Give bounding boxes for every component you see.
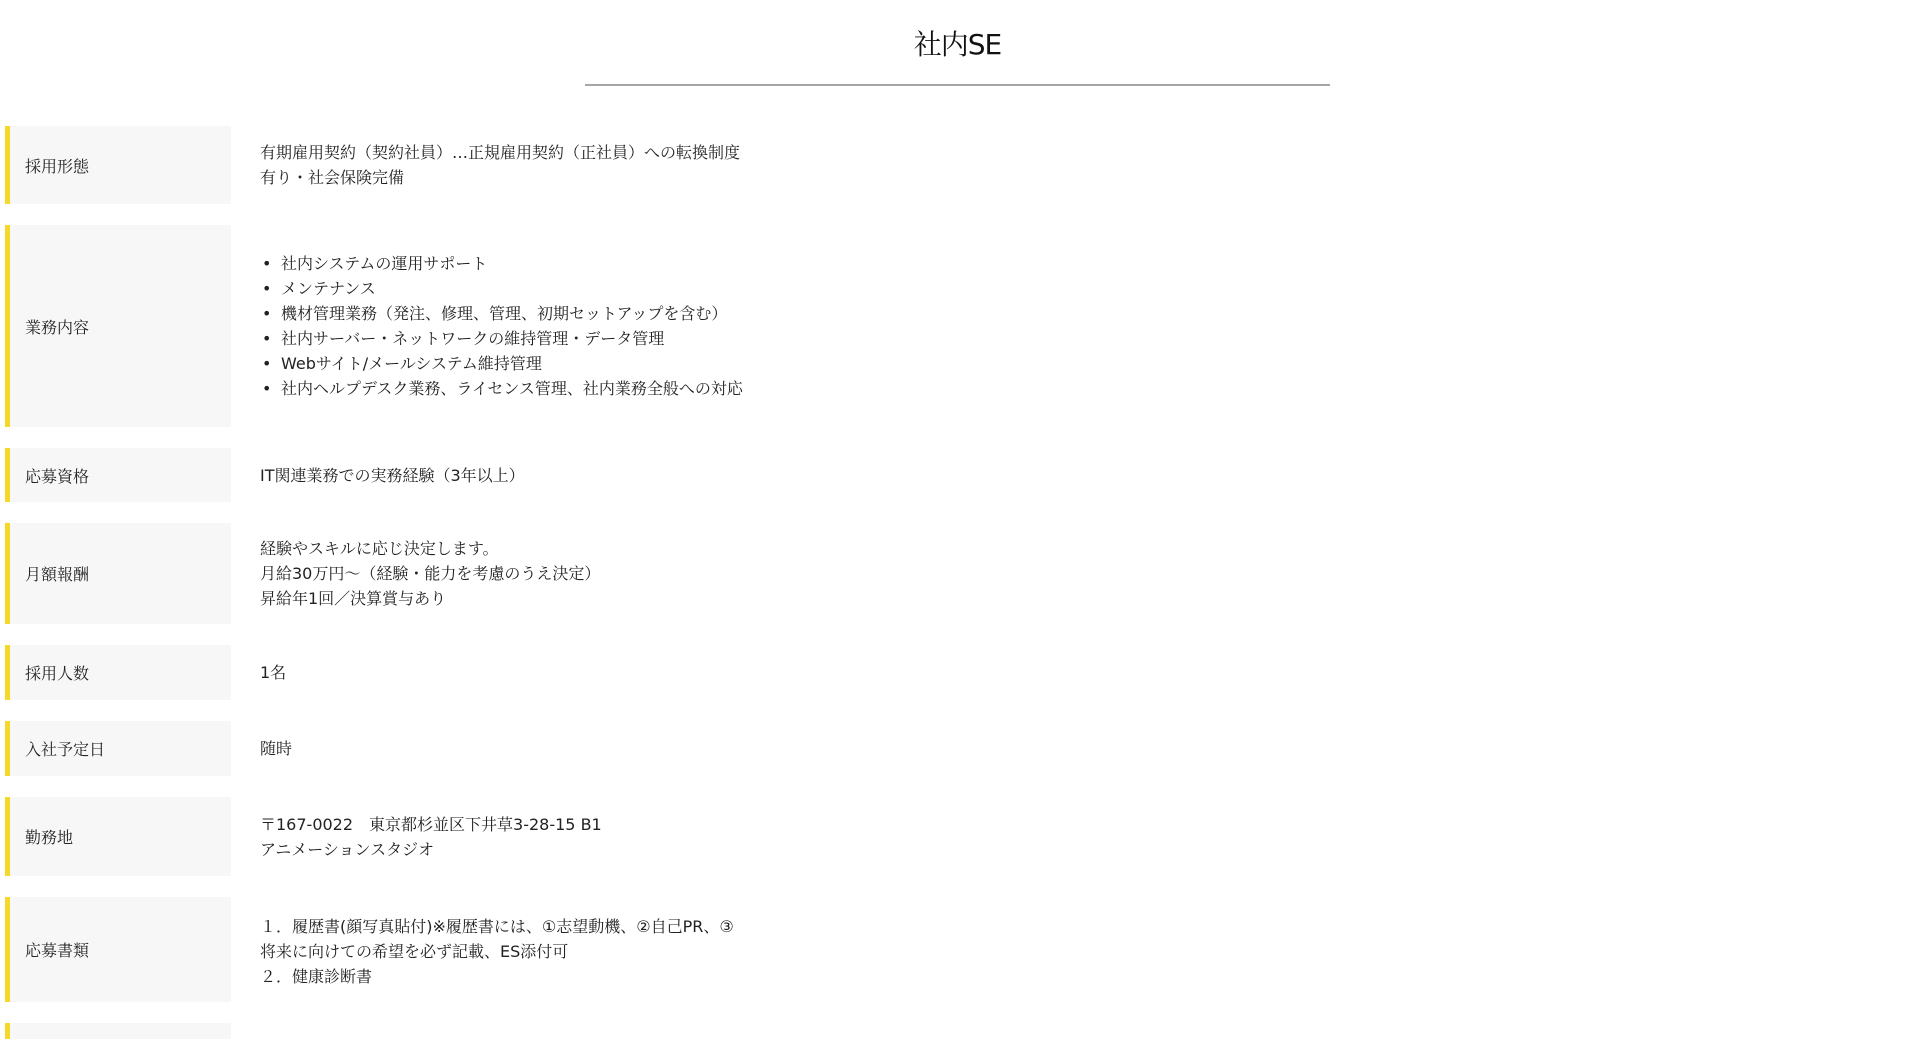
list-item: • 機材管理業務（発注、修理、管理、初期セットアップを含む） [260,301,745,326]
list-item: • 社内サーバー・ネットワークの維持管理・データ管理 [260,326,745,351]
bullet-icon: • [262,279,272,298]
bullet-icon: • [262,354,272,373]
row-value [231,721,745,776]
bullet-icon: • [262,379,272,398]
row-label: 採用人数 [5,645,231,700]
row-value [231,645,745,700]
value-line: 昇給年1回／決算賞与あり [260,589,447,608]
row-label: 応募資格 [5,448,231,502]
list-item: • メンテナンス [260,276,745,301]
row-label: 月額報酬 [5,523,231,624]
row-job-description [5,225,745,427]
page-title: 社内SE [913,28,1002,61]
list-item: • Webサイト/メールシステム維持管理 [260,351,745,376]
row-value [231,897,745,1002]
value-line: 経験やスキルに応じ決定します。 [260,539,499,558]
bullet-icon: • [262,329,272,348]
row-label: 採用形態 [5,126,231,204]
row-label: 応募書類 [5,897,231,1002]
row-value [231,126,745,204]
value-line: IT関連業務での実務経験（3年以上） [260,465,525,485]
row-value [231,448,745,502]
row-label: 業務内容 [5,225,231,427]
value-line: 1名 [260,663,287,682]
list-item: • 社内システムの運用サポート [260,251,745,276]
row-start-date [5,721,745,776]
job-details-table [5,126,745,1039]
title-divider [585,84,1330,86]
value-line: ２．健康診断書 [260,967,373,986]
row-label: 勤務地 [5,797,231,876]
value-line: １．履歴書(顔写真貼付)※履歴書には、①志望動機、②自己PR、③将来に向けての希望を必ず記載、ES添付可 [260,917,734,961]
row-next [5,1023,745,1039]
value-line: 随時 [260,739,293,758]
row-value [231,1023,745,1039]
list-item: • 社内ヘルプデスク業務、ライセンス管理、社内業務全般への対応 [260,376,745,401]
value-line: 月給30万円～（経験・能力を考慮のうえ決定） [260,564,601,583]
row-value [231,523,745,624]
row-label [5,1023,231,1039]
value-line: アニメーションスタジオ [260,839,435,859]
bullet-icon: • [262,304,272,323]
row-qualifications [5,448,745,502]
value-line: 有期雇用契約（契約社員）…正規雇用契約（正社員）への転換制度有り・社会保険完備 [260,143,741,187]
row-headcount [5,645,745,700]
row-label: 入社予定日 [5,721,231,776]
job-detail-section [585,0,1330,86]
row-monthly-salary [5,523,745,624]
row-employment-type [5,126,745,204]
row-value [231,797,745,876]
bullet-icon: • [262,254,272,273]
row-value [231,225,745,427]
value-line: 〒167-0022 東京都杉並区下井草3-28-15 B1 [260,814,602,834]
row-application-documents [5,897,745,1002]
row-work-location [5,797,745,876]
